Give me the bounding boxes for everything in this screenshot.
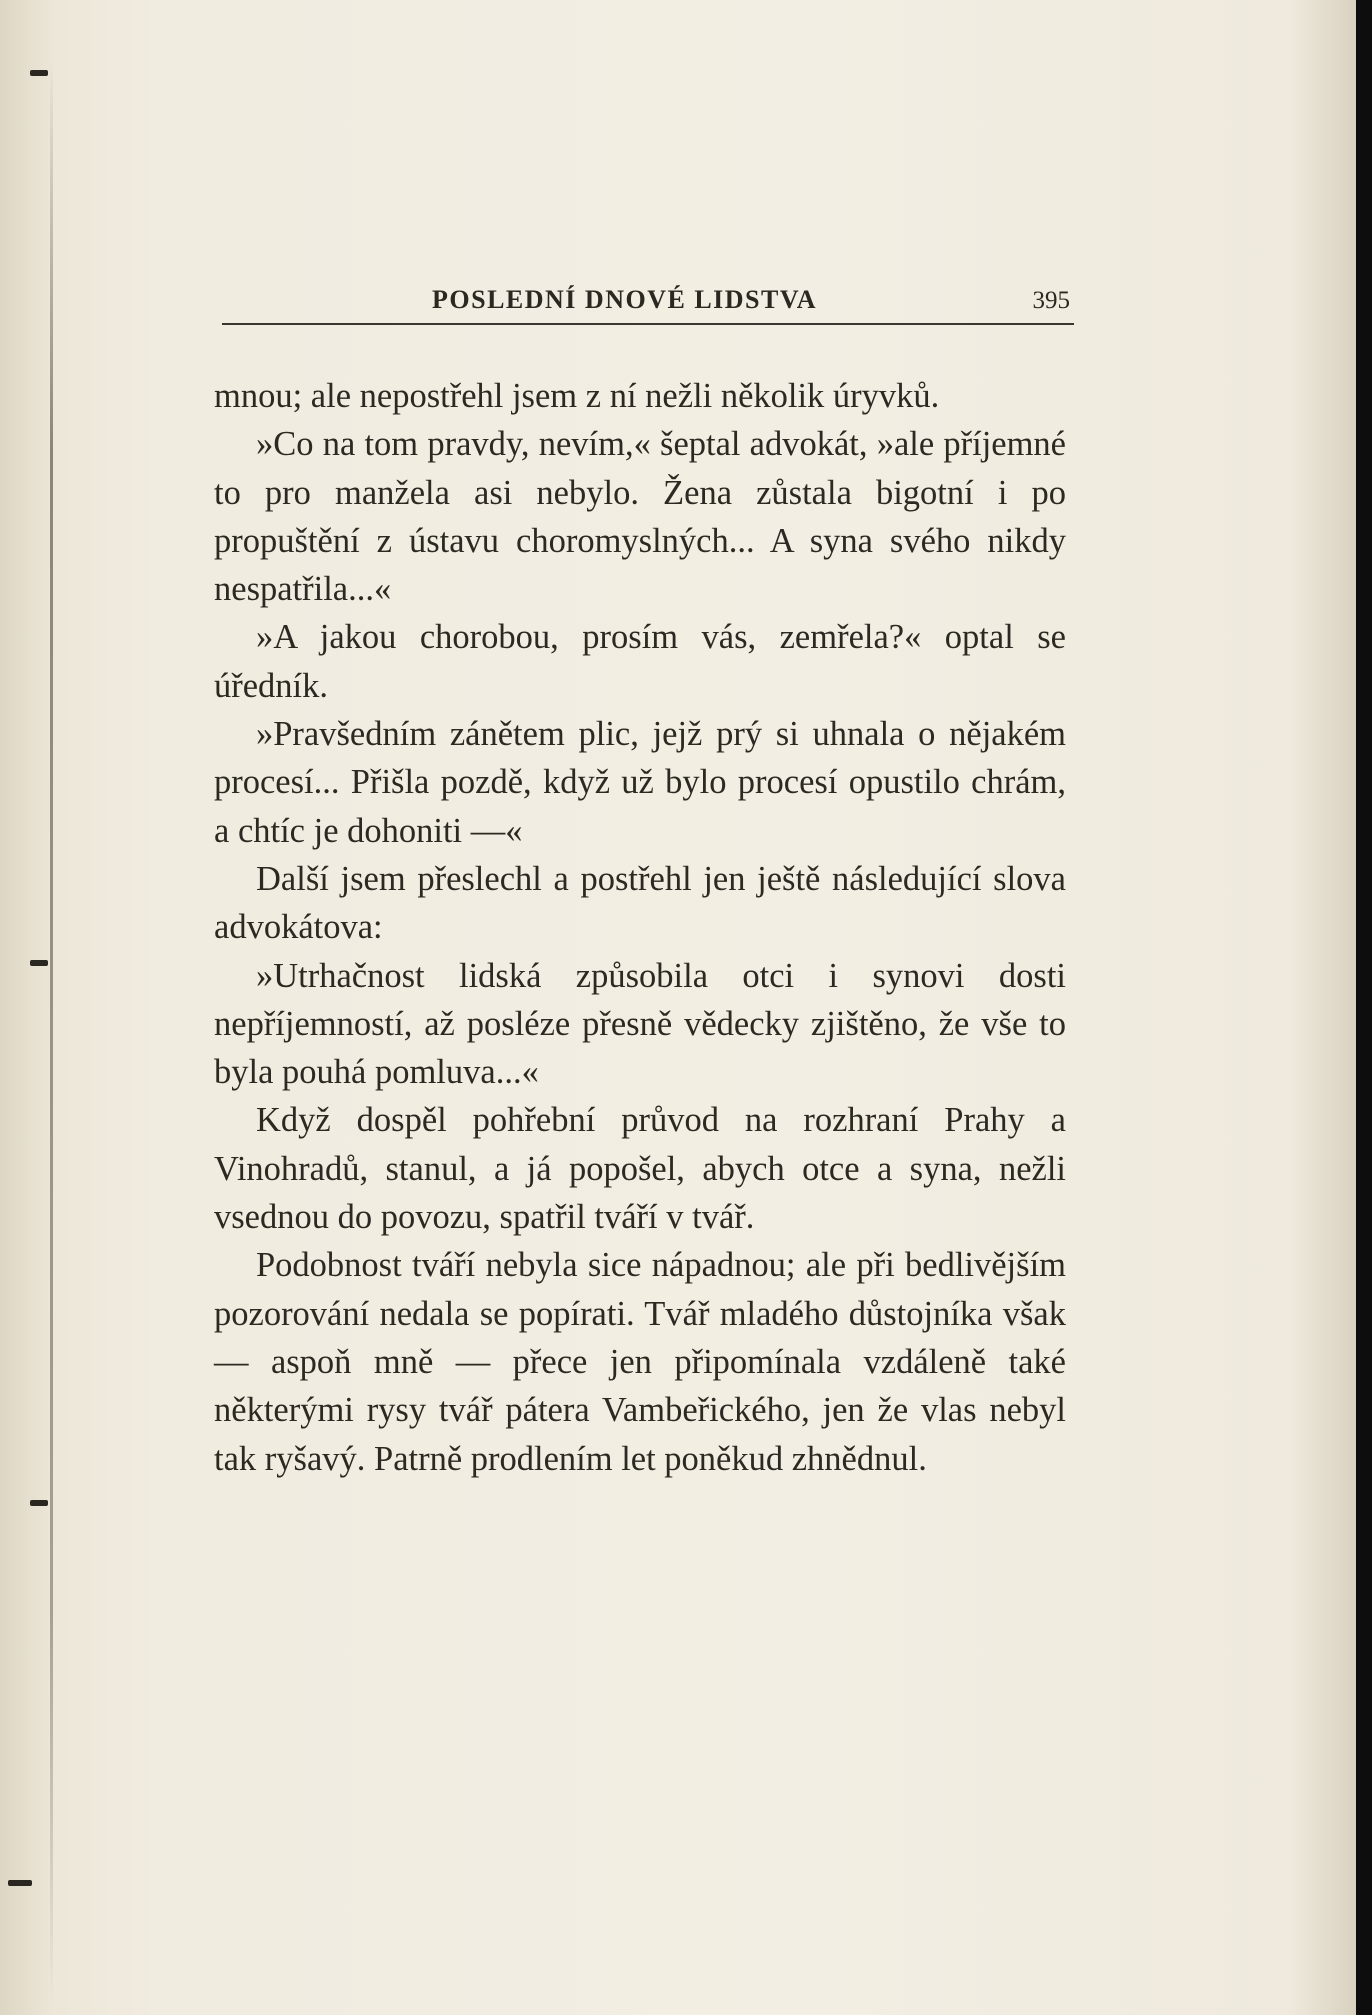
paragraph: Další jsem přeslechl a postřehl jen ještě následující slova advokátova:	[214, 859, 1066, 947]
page-number: 395	[1032, 287, 1070, 314]
paragraph: »A jakou chorobou, prosím vás, zemřela?« optal se úředník.	[214, 618, 1066, 705]
paragraph: mnou; ale nepostřehl jsem z ní nežli několik úryvků.	[214, 377, 940, 415]
body-text	[214, 372, 1066, 1483]
paragraph: Když dospěl pohřební průvod na rozhraní Prahy a Vinohradů, stanul, a já popošel, abych otce a syna, nežli vsednou do povozu, spatřil tváří v tvář.	[214, 1101, 1066, 1237]
binding-fold	[50, 60, 53, 2000]
margin-mark	[30, 960, 48, 966]
paragraph: »Utrhačnost lidská způsobila otci i synovi dosti nepříjemností, až posléze přesně vědecky zjištěno, že vše to byla pouhá pomluva...«	[214, 956, 1066, 1092]
margin-mark	[30, 70, 48, 76]
paragraph: »Co na tom pravdy, nevím,« šeptal advokát, »ale příjemné to pro manžela asi nebylo. Žena zůstala bigotní i po propuštění z ústavu choromyslných... A syna svého nikdy nespatřila...«	[214, 425, 1066, 609]
margin-mark	[8, 1880, 32, 1886]
running-title: POSLEDNÍ DNOVÉ LIDSTVA	[432, 285, 818, 314]
paragraph: Podobnost tváří nebyla sice nápadnou; ale při bedlivějším pozorování nedala se popírati. Tvář mladého důstojníka však — aspoň mně — přece jen připomínala vzdáleně také některými rysy tvář pátera Vambeřického, jen že vlas nebyl tak ryšavý. Patrně prodlením let poněkud zhnědnul.	[214, 1246, 1066, 1478]
paragraph: »Pravšedním zánětem plic, jejž prý si uhnala o nějakém procesí... Přišla pozdě, když už bylo procesí opustilo chrám, a chtíc je dohoniti —«	[214, 715, 1066, 850]
margin-mark	[30, 1500, 48, 1506]
page-header	[222, 283, 1074, 325]
